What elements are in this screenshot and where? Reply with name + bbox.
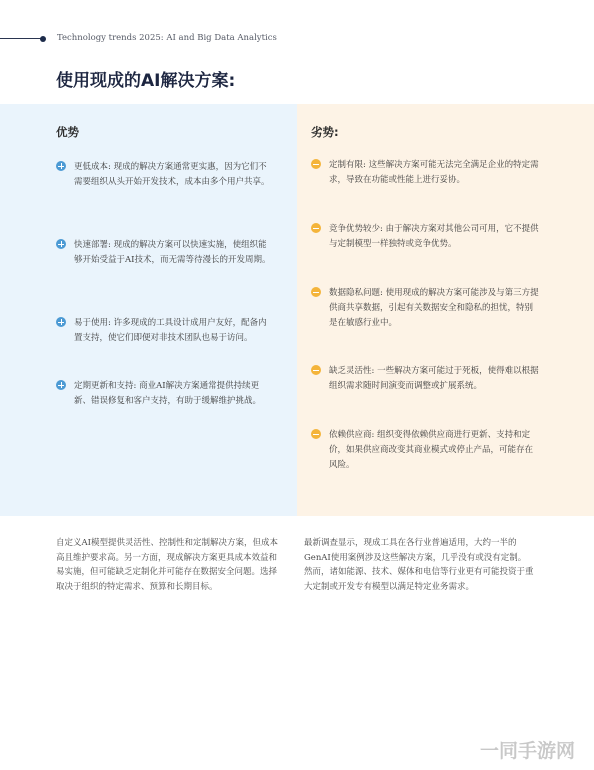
- minus-circle-icon: [311, 429, 321, 439]
- plus-circle-icon: [56, 239, 66, 249]
- summary-paragraph-left: 自定义AI模型提供灵活性、控制性和定制解决方案，但成本高且维护要求高。另一方面，现成解决方案更具成本效益和易实施，但可能缺乏定制化并可能存在数据安全问题。选择取决于组织的特定需求、预算和长期目标。: [56, 538, 278, 592]
- advantage-text: 易于使用: 许多现成的工具设计成用户友好，配备内置支持，使它们即便对非技术团队也易于访问。: [74, 318, 267, 343]
- watermark-logo: 一同手游网: [480, 740, 576, 762]
- disadvantage-item: [311, 158, 541, 188]
- disadvantage-text: 定制有限: 这些解决方案可能无法完全满足企业的特定需求，导致在功能或性能上进行妥协。: [329, 160, 539, 185]
- minus-circle-icon: [311, 365, 321, 375]
- advantage-text: 快速部署: 现成的解决方案可以快速实施，使组织能够开始受益于AI技术，而无需等待漫长的开发周期。: [74, 240, 271, 265]
- minus-circle-icon: [311, 159, 321, 169]
- advantage-item: [56, 379, 274, 409]
- page-title: 使用现成的AI解决方案:: [56, 71, 236, 91]
- disadvantage-item: [311, 364, 541, 394]
- disadvantage-item: [311, 222, 541, 252]
- disadvantage-text: 依赖供应商: 组织变得依赖供应商进行更新、支持和定价，如果供应商改变其商业模式或停止产品，可能存在风险。: [329, 430, 534, 470]
- summary-paragraph-right: 最新调查显示，现成工具在各行业普遍适用，大约一半的GenAI使用案例涉及这些解决方案，几乎没有或没有定制。然而，诸如能源、技术、媒体和电信等行业更有可能投资于重大定制或开发专有模型以满足特定业务需求。: [304, 538, 534, 592]
- running-title: Technology trends 2025: AI and Big Data Analytics: [57, 33, 277, 43]
- disadvantage-text: 缺乏灵活性: 一些解决方案可能过于死板，使得难以根据组织需求随时间演变而调整或扩展系统。: [329, 366, 539, 391]
- disadvantage-text: 数据隐私问题: 使用现成的解决方案可能涉及与第三方提供商共享数据，引起有关数据安全和隐私的担忧，特别是在敏感行业中。: [329, 288, 539, 328]
- advantage-item: [56, 316, 274, 346]
- plus-circle-icon: [56, 380, 66, 390]
- disadvantage-item: [311, 428, 541, 473]
- minus-circle-icon: [311, 223, 321, 233]
- advantage-item: [56, 238, 274, 268]
- plus-circle-icon: [56, 161, 66, 171]
- advantage-text: 定期更新和支持: 商业AI解决方案通常提供持续更新、错误修复和客户支持，有助于缓解维护挑战。: [74, 381, 262, 406]
- advantage-item: [56, 160, 274, 190]
- advantages-title: 优势: [56, 125, 79, 139]
- plus-circle-icon: [56, 317, 66, 327]
- disadvantage-item: [311, 286, 541, 331]
- header-dot-icon: [40, 36, 46, 42]
- disadvantages-title: 劣势:: [311, 125, 339, 139]
- minus-circle-icon: [311, 287, 321, 297]
- disadvantage-text: 竞争优势较少: 由于解决方案对其他公司可用，它不提供与定制模型一样独特或竞争优势。: [329, 224, 539, 249]
- advantage-text: 更低成本: 现成的解决方案通常更实惠，因为它们不需要组织从头开始开发技术，成本由多个用户共享。: [74, 162, 270, 187]
- header-rule: [0, 38, 42, 39]
